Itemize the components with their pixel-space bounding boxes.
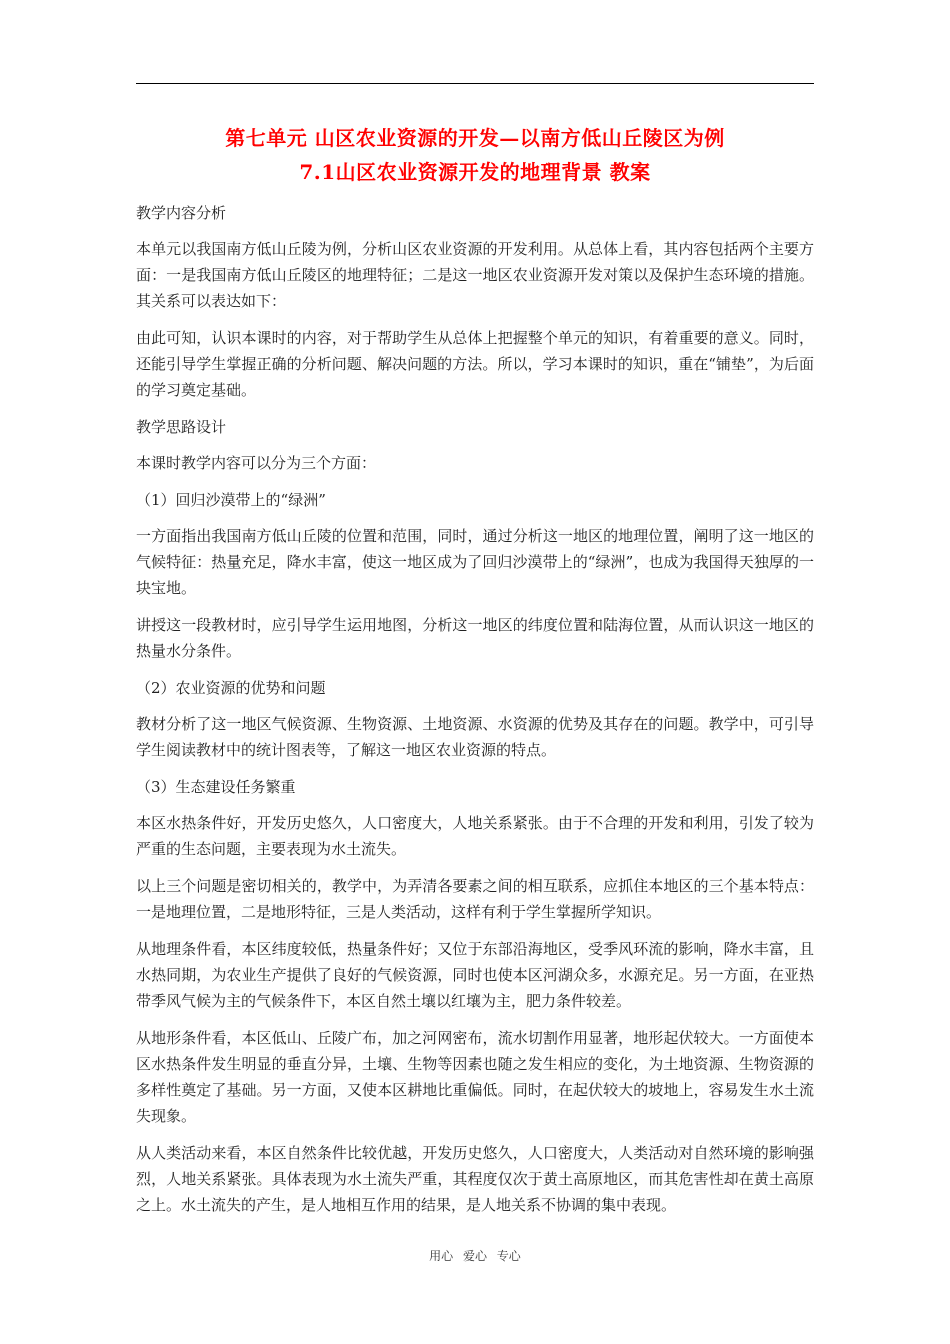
paragraph: 从人类活动来看，本区自然条件比较优越，开发历史悠久，人口密度大，人类活动对自然环境的影响强烈，人地关系紧张。具体表现为水土流失严重，其程度仅次于黄土高原地区，而其危害性却在黄土高原之上。水土流失的产生，是人地相互作用的结果，是人地关系不协调的集中表现。 <box>136 1144 814 1214</box>
paragraph: 一方面指出我国南方低山丘陵的位置和范围，同时，通过分析这一地区的地理位置，阐明了这一地区的气候特征：热量充足，降水丰富，使这一地区成为了回归沙漠带上的“绿洲”，也成为我国得天独厚的一块宝地。 <box>136 527 814 597</box>
paragraph: 教材分析了这一地区气候资源、生物资源、土地资源、水资源的优势及其存在的问题。教学中，可引导学生阅读教材中的统计图表等，了解这一地区农业资源的特点。 <box>136 715 814 759</box>
paragraph: 由此可知，认识本课时的内容，对于帮助学生从总体上把握整个单元的知识，有着重要的意义。同时，还能引导学生掌握正确的分析问题、解决问题的方法。所以，学习本课时的知识，重在“铺垫”，为后面的学习奠定基础。 <box>136 329 814 399</box>
section-heading-content-analysis: 教学内容分析 <box>136 204 227 222</box>
paragraph: 本单元以我国南方低山丘陵为例，分析山区农业资源的开发利用。从总体上看，其内容包括两个主要方面：一是我国南方低山丘陵区的地理特征；二是这一地区农业资源开发对策以及保护生态环境的措施。其关系可以表达如下： <box>136 240 814 310</box>
paragraph: 从地理条件看，本区纬度较低，热量条件好；又位于东部沿海地区，受季风环流的影响，降水丰富，且水热同期，为农业生产提供了良好的气候资源，同时也使本区河湖众多，水源充足。另一方面，在亚热带季风气候为主的气候条件下，本区自然土壤以红壤为主，肥力条件较差。 <box>136 940 814 1010</box>
subheading-3: （3）生态建设任务繁重 <box>136 778 296 796</box>
subheading-2: （2）农业资源的优势和问题 <box>136 679 326 697</box>
paragraph: 本课时教学内容可以分为三个方面： <box>136 454 377 472</box>
paragraph: 讲授这一段教材时，应引导学生运用地图，分析这一地区的纬度位置和陆海位置，从而认识这一地区的热量水分条件。 <box>136 616 814 660</box>
header-rule <box>136 83 814 84</box>
subheading-1: （1）回归沙漠带上的“绿洲” <box>136 491 326 509</box>
paragraph: 以上三个问题是密切相关的，教学中，为弄清各要素之间的相互联系，应抓住本地区的三个基本特点：一是地理位置，二是地形特征，三是人类活动，这样有利于学生掌握所学知识。 <box>136 877 814 921</box>
page-title: 第七单元 山区农业资源的开发—以南方低山丘陵区为例 <box>225 126 725 150</box>
section-heading-teaching-design: 教学思路设计 <box>136 418 227 436</box>
page-subtitle: 7.1山区农业资源开发的地理背景 教案 <box>299 160 651 184</box>
paragraph: 从地形条件看，本区低山、丘陵广布，加之河网密布，流水切割作用显著，地形起伏较大。一方面使本区水热条件发生明显的垂直分异，土壤、生物等因素也随之发生相应的变化，为土地资源、生物资源的多样性奠定了基础。另一方面，又使本区耕地比重偏低。同时，在起伏较大的坡地上，容易发生水土流失现象。 <box>136 1029 814 1125</box>
page-footer: 用心 爱心 专心 <box>429 1249 521 1263</box>
paragraph: 本区水热条件好，开发历史悠久，人口密度大，人地关系紧张。由于不合理的开发和利用，引发了较为严重的生态问题，主要表现为水土流失。 <box>136 814 814 858</box>
document-body <box>136 200 814 1229</box>
